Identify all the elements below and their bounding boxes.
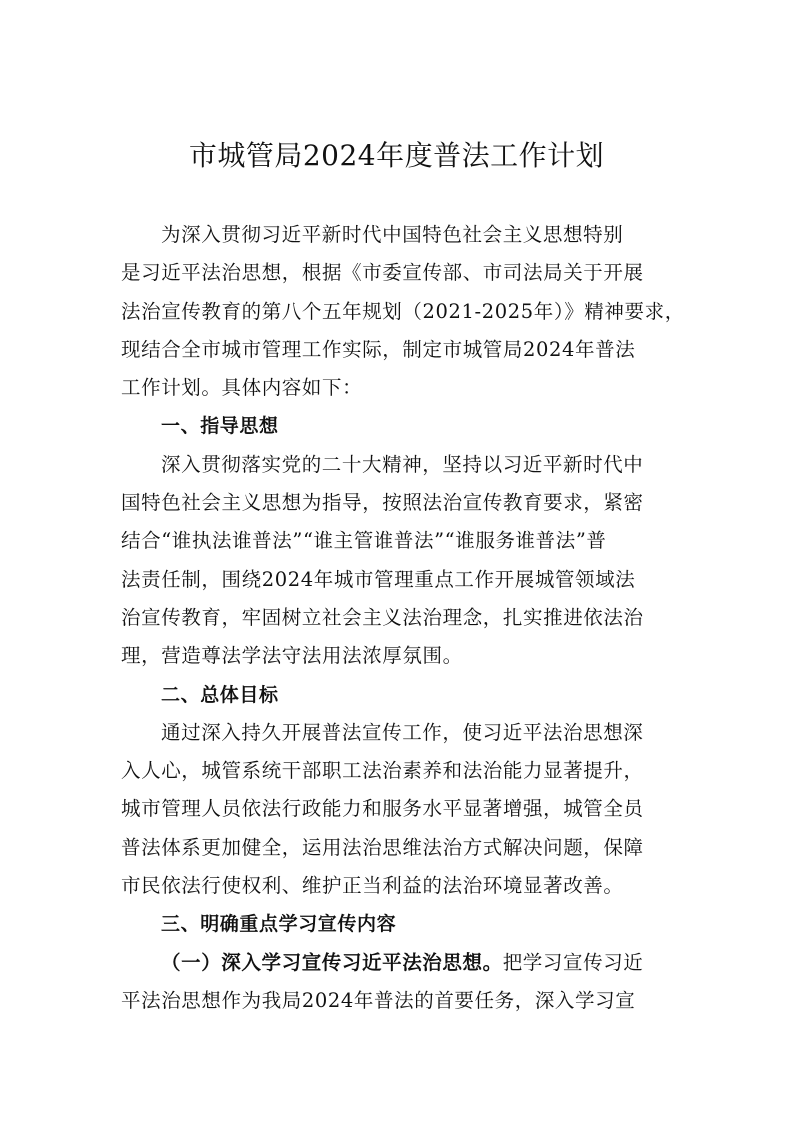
section-paragraph-guiding-thought	[121, 446, 673, 676]
section-heading-key-content: 三、明确重点学习宣传内容	[161, 913, 397, 936]
text-line: 结合“谁执法谁普法”“谁主管谁普法”“谁服务谁普法”普	[121, 529, 607, 553]
text-line: 为深入贯彻习近平新时代中国特色社会主义思想特别	[161, 223, 624, 246]
document-title: 市城管局2024年度普法工作计划	[188, 139, 605, 172]
text-line: 深入贯彻落实党的二十大精神，坚持以习近平新时代中	[161, 452, 644, 476]
text-line	[121, 944, 673, 982]
text-line: 工作计划。具体内容如下：	[121, 376, 363, 400]
text-line: 法责任制，围绕2024年城市管理重点工作开展城管领域法	[121, 567, 636, 591]
text-line: 现结合全市城市管理工作实际，制定市城管局2024年普法	[121, 337, 636, 361]
text-line: 入人心，城管系统干部职工法治素养和法治能力显著提升，	[121, 759, 644, 783]
text-line: 法治宣传教育的第八个五年规划（2021-2025年）》精神要求，	[121, 299, 685, 323]
subsection-text: 把学习宣传习近	[502, 950, 644, 974]
text-line: 是习近平法治思想，根据《市委宣传部、市司法局关于开展	[121, 261, 644, 285]
section-paragraph-key-content	[121, 944, 673, 1021]
document-body	[121, 216, 685, 1020]
text-line: 市民依法行使权利、维护正当利益的法治环境显著改善。	[121, 874, 624, 898]
text-line: 普法体系更加健全，运用法治思维法治方式解决问题，保障	[121, 835, 644, 859]
text-line: 国特色社会主义思想为指导，按照法治宣传教育要求，紧密	[121, 491, 644, 515]
text-line: 平法治思想作为我局2024年普法的首要任务，深入学习宣	[121, 988, 636, 1012]
text-line: 城市管理人员依法行政能力和服务水平显著增强，城管全员	[121, 797, 644, 821]
subsection-lead: （一）深入学习宣传习近平法治思想。	[161, 950, 503, 974]
section-heading-guiding-thought: 一、指导思想	[161, 415, 279, 438]
section-heading-overall-goal: 二、总体目标	[161, 683, 279, 706]
text-line: 理，营造尊法学法守法用法浓厚氛围。	[121, 644, 463, 668]
intro-paragraph	[121, 216, 685, 407]
text-line: 通过深入持久开展普法宣传工作，使习近平法治思想深	[161, 720, 644, 744]
text-line: 治宣传教育，牢固树立社会主义法治理念，扎实推进依法治	[121, 605, 644, 629]
section-paragraph-overall-goal	[121, 714, 673, 905]
